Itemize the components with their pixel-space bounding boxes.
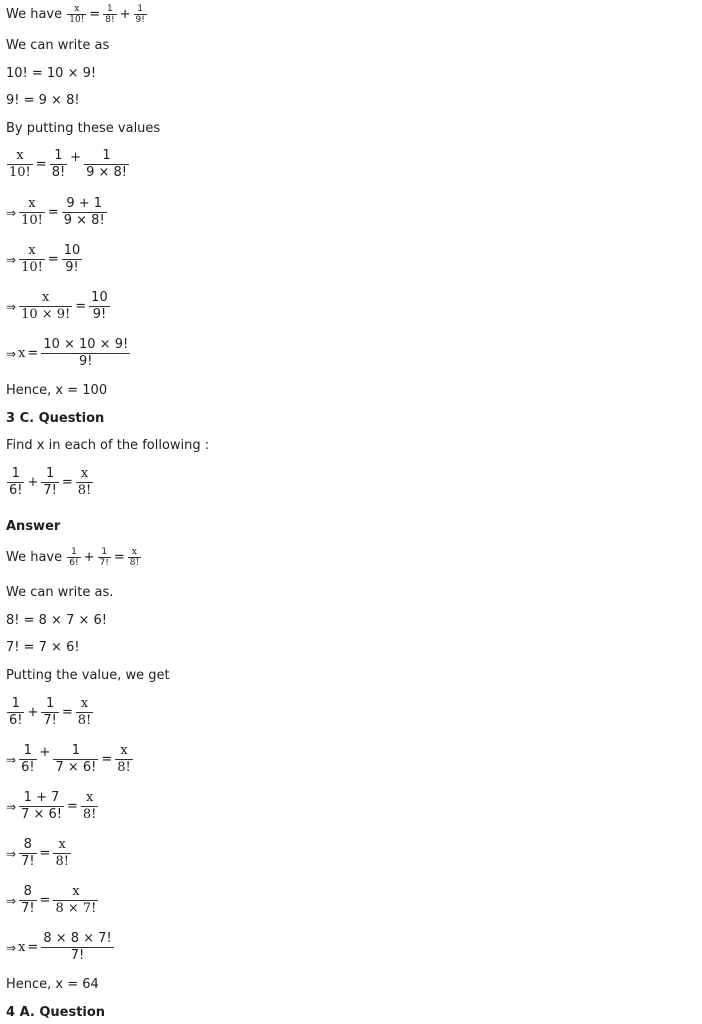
- fraction: $\frac{1}{6!}$: [69, 547, 79, 568]
- fraction: $\frac{1}{8!}$: [105, 4, 115, 25]
- fraction: $\frac{10 \times 10 \times 9!}{9!}$: [43, 337, 129, 369]
- step-equation: ⇒ $\frac{x}{10!}$ = $\frac{9 + 1}{9 \times 8!}$: [6, 196, 108, 229]
- fraction: $\frac{1}{6!}$: [9, 696, 23, 728]
- fraction: $\frac{10}{9!}$: [63, 243, 81, 275]
- implies-icon: ⇒: [6, 799, 17, 814]
- implies-icon: ⇒: [6, 346, 17, 361]
- implies-icon: ⇒: [6, 893, 17, 908]
- step-equation: ⇒ $\frac{1}{6!}$ + $\frac{1}{7 \times 6!}$ = $\frac{x}{8!}$: [6, 743, 134, 776]
- step-equation: $\frac{x}{10!}$ = $\frac{1}{8!}$ + $\frac{1}{9 \times 8!}$: [6, 148, 130, 181]
- answer-label: Answer: [6, 519, 61, 534]
- hence-line: Hence, x = 100: [6, 383, 108, 398]
- step-equation: ⇒ $\frac{8}{7!}$ = $\frac{x}{8!}$: [6, 837, 72, 870]
- implies-icon: ⇒: [6, 752, 17, 767]
- implies-icon: ⇒: [6, 846, 17, 861]
- fraction: $\frac{1}{9 \times 8!}$: [86, 148, 127, 180]
- step-equation: ⇒ $\frac{x}{10!}$ = $\frac{10}{9!}$: [6, 243, 83, 276]
- implies-icon: ⇒: [6, 940, 17, 955]
- hence-line: Hence, x = 64: [6, 977, 99, 992]
- fraction: $\frac{x}{10!}$: [69, 4, 85, 25]
- question-prompt: Find x in each of the following :: [6, 438, 210, 453]
- fraction: $\frac{x}{8 \times 7!}$: [55, 884, 97, 916]
- fraction: $\frac{9 + 1}{9 \times 8!}$: [63, 196, 105, 228]
- step-equation: ⇒ $\frac{1 + 7}{7 \times 6!}$ = $\frac{x}{8!}$: [6, 790, 99, 823]
- fraction: $\frac{10}{9!}$: [91, 290, 108, 322]
- fraction: $\frac{8}{7!}$: [21, 837, 35, 869]
- step-equation: ⇒ x = $\frac{8 \times 8 \times 7!}{7!}$: [6, 931, 115, 964]
- question-heading: 4 A. Question: [6, 1005, 106, 1020]
- fact-line: 9! = 9 × 8!: [6, 93, 80, 108]
- fraction: $\frac{x}{8!}$: [77, 466, 92, 498]
- implies-icon: ⇒: [6, 252, 17, 267]
- fraction: $\frac{8}{7!}$: [21, 884, 35, 916]
- fraction: $\frac{x}{8!}$: [82, 790, 97, 822]
- step-equation: ⇒ $\frac{x}{10 \times 9!}$ = $\frac{10}{9!}$: [6, 290, 111, 323]
- step-equation: ⇒ x = $\frac{10 \times 10 \times 9!}{9!}$: [6, 337, 131, 370]
- putting-text: Putting the value, we get: [6, 668, 170, 683]
- we-have-text: We have: [6, 7, 63, 22]
- fraction: $\frac{x}{8!}$: [77, 696, 92, 728]
- fraction: $\frac{1}{6!}$: [21, 743, 35, 775]
- intro-equation: We have $\frac{x}{10!}$ = $\frac{1}{8!}$ + $\frac{1}{9!}$: [6, 4, 148, 25]
- fraction: $\frac{1}{7 \times 6!}$: [55, 743, 97, 775]
- fraction: $\frac{x}{8!}$: [117, 743, 131, 775]
- we-have-text: We have: [6, 550, 63, 565]
- fraction: $\frac{1}{7!}$: [43, 696, 57, 728]
- fraction: $\frac{1}{6!}$: [9, 466, 23, 498]
- fraction: $\frac{x}{10!}$: [9, 148, 31, 180]
- implies-icon: ⇒: [6, 205, 17, 220]
- putting-text: By putting these values: [6, 121, 161, 136]
- question-heading: 3 C. Question: [6, 411, 105, 426]
- fraction: $\frac{1}{8!}$: [51, 148, 66, 180]
- implies-icon: ⇒: [6, 299, 17, 314]
- fraction: $\frac{x}{10 \times 9!}$: [21, 290, 71, 322]
- can-write-text: We can write as: [6, 38, 110, 53]
- can-write-text: We can write as.: [6, 585, 114, 600]
- fact-line: 10! = 10 × 9!: [6, 66, 97, 81]
- intro-equation: We have $\frac{1}{6!}$ + $\frac{1}{7!}$ = $\frac{x}{8!}$: [6, 547, 142, 568]
- fraction: $\frac{1 + 7}{7 \times 6!}$: [21, 790, 62, 822]
- fraction: $\frac{8 \times 8 \times 7!}{7!}$: [43, 931, 112, 963]
- fact-line: 8! = 8 × 7 × 6!: [6, 613, 107, 628]
- step-equation: $\frac{1}{6!}$ + $\frac{1}{7!}$ = $\frac{x}{8!}$: [6, 696, 94, 729]
- fraction: $\frac{1}{7!}$: [99, 547, 109, 568]
- fraction: $\frac{x}{10!}$: [21, 196, 43, 228]
- fraction: $\frac{1}{9!}$: [135, 4, 145, 25]
- fraction: $\frac{x}{8!}$: [129, 547, 140, 568]
- question-equation: $\frac{1}{6!}$ + $\frac{1}{7!}$ = $\frac{x}{8!}$: [6, 466, 94, 499]
- step-equation: ⇒ $\frac{8}{7!}$ = $\frac{x}{8 \times 7!}$: [6, 884, 99, 917]
- fraction: $\frac{x}{10!}$: [21, 243, 43, 275]
- fact-line: 7! = 7 × 6!: [6, 640, 80, 655]
- fraction: $\frac{x}{8!}$: [55, 837, 69, 869]
- fraction: $\frac{1}{7!}$: [43, 466, 57, 498]
